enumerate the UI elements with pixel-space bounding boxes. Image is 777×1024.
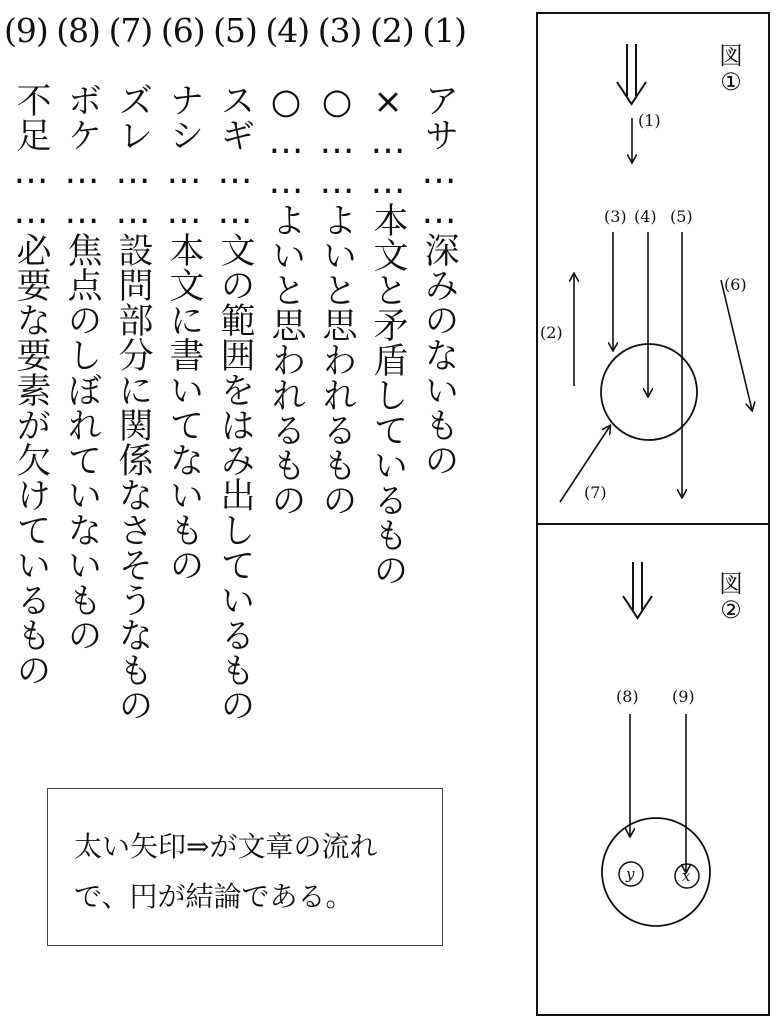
arrow-label-8: (8)	[616, 687, 639, 706]
item-text-5: スギ……文の範囲をはみ出しているもの	[215, 82, 255, 722]
item-number-4: (4)	[265, 10, 310, 50]
arrow-label-6: (6)	[724, 275, 747, 294]
item-number-2: (2)	[369, 10, 414, 50]
item-text-9: 不足……必要な要素が欠けているもの	[11, 82, 51, 687]
sub-circle-x-label: x	[682, 867, 691, 885]
arrow-6	[721, 280, 752, 410]
item-number-3: (3)	[317, 10, 362, 50]
note-box	[47, 788, 443, 946]
item-text-7: ズレ……設問部分に関係なさそうなもの	[113, 82, 153, 722]
item-text-6: ナシ……本文に書いてないもの	[164, 82, 204, 582]
item-number-1: (1)	[422, 10, 466, 50]
figure-1-number: ①	[720, 68, 742, 96]
item-text-4: ○……よいと思われるもの	[266, 82, 306, 517]
item-text-1: アサ……深みのないもの	[419, 82, 459, 477]
arrow-label-4: (4)	[634, 207, 657, 226]
note-line-1: 太い矢印⇒が文章の流れ	[74, 830, 378, 863]
flow-double-arrow-1	[617, 44, 646, 104]
figure-1-label: 図	[719, 42, 743, 70]
figure-2-label: 図	[719, 570, 743, 598]
flow-double-arrow-2	[623, 562, 652, 618]
arrow-label-7: (7)	[584, 483, 607, 502]
arrow-label-5: (5)	[670, 207, 693, 226]
item-number-9: (9)	[4, 10, 48, 50]
item-text-3: ○……よいと思われるもの	[317, 82, 357, 517]
item-number-8: (8)	[56, 10, 101, 50]
item-number-7: (7)	[108, 10, 153, 50]
note-line-2: で、円が結論である。	[74, 880, 354, 913]
item-text-2: ×……本文と矛盾しているもの	[368, 82, 408, 587]
sub-circle-y-label: y	[626, 865, 635, 883]
conclusion-circle-2	[602, 818, 710, 926]
arrow-label-2: (2)	[540, 323, 563, 342]
item-number-6: (6)	[160, 10, 205, 50]
arrow-label-9: (9)	[672, 687, 695, 706]
item-text-8: ボケ……焦点のしぼれていないもの	[62, 82, 102, 652]
figure-2-number: ②	[720, 596, 742, 624]
figure-panel	[536, 12, 770, 1016]
figure-diagram	[538, 14, 768, 1014]
arrow-label-3: (3)	[604, 207, 627, 226]
item-number-row	[4, 10, 466, 50]
arrow-label-1: (1)	[638, 111, 661, 130]
item-number-5: (5)	[213, 10, 257, 50]
